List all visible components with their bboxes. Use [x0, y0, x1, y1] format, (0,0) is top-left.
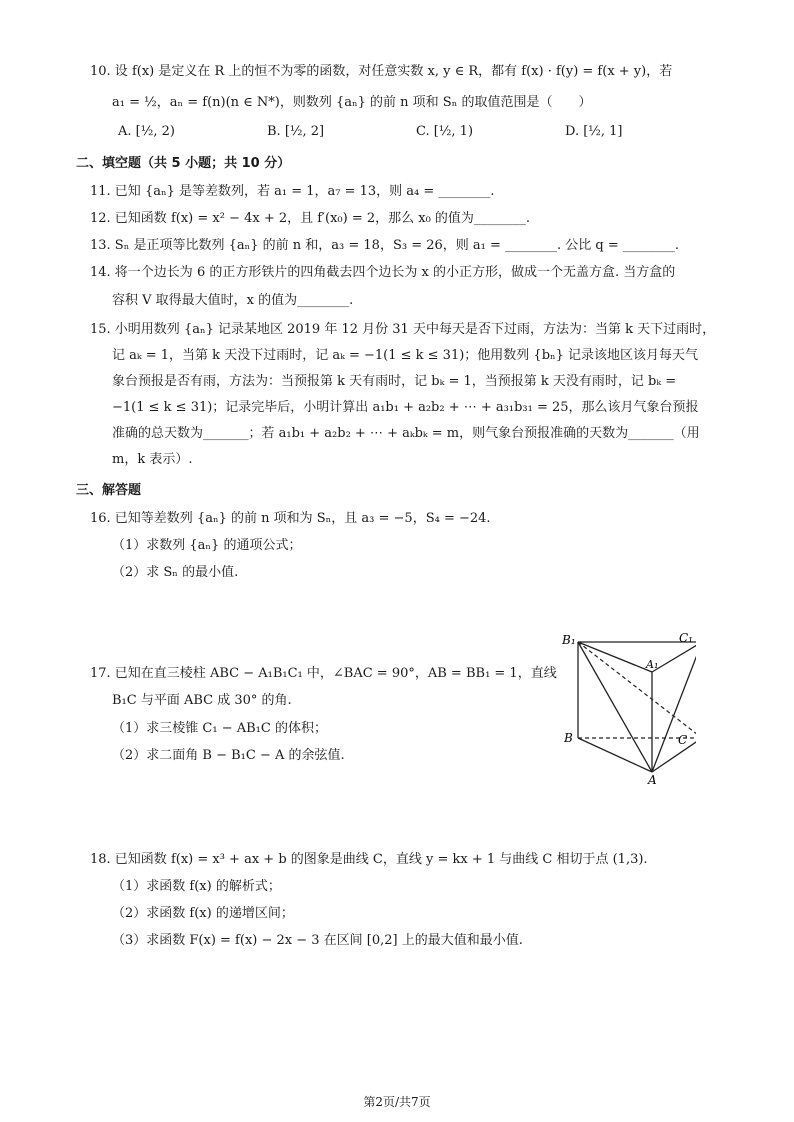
- label-a: A: [648, 773, 657, 786]
- q10-line2: a₁ = ½，aₙ = f(n)(n ∈ N*)，则数列 {aₙ} 的前 n 项和 Sₙ 的取值范围是（ ）: [112, 95, 592, 110]
- q18-part2: （2）求函数 f(x) 的递增区间；: [112, 906, 294, 921]
- segment-b1a: [578, 642, 652, 772]
- q16-stem: 16. 已知等差数列 {aₙ} 的前 n 项和为 Sₙ，且 a₃ = −5，S₄ = −24.: [90, 511, 491, 526]
- q10-option-c: C. [½, 1): [416, 124, 474, 139]
- q10-option-b: B. [½, 2]: [267, 124, 325, 139]
- q16-part2: （2）求 Sₙ 的最小值.: [112, 565, 239, 580]
- q12: 12. 已知函数 f(x) = x² − 4x + 2，且 f′(x₀) = 2，那么 x₀ 的值为________.: [90, 211, 531, 226]
- edge-ba: [578, 738, 652, 772]
- q14-line2: 容积 V 取得最大值时，x 的值为________.: [112, 293, 354, 308]
- edge-b1a1: [578, 642, 652, 672]
- q15-line3: 象台预报是否有雨，方法为：当预报第 k 天有雨时，记 bₖ = 1，当预报第 k 天没有雨时，记 bₖ =: [112, 374, 677, 389]
- q15-line2: 记 aₖ = 1，当第 k 天没下过雨时，记 aₖ = −1(1 ≤ k ≤ 31)；他用数列 {bₙ} 记录该地区该月每天气: [112, 348, 699, 363]
- q10-option-d: D. [½, 1]: [565, 124, 623, 139]
- label-c1: C₁: [679, 631, 693, 645]
- q17-line2: B₁C 与平面 ABC 成 30° 的角.: [112, 693, 292, 708]
- label-a1: A₁: [646, 658, 659, 671]
- q14-line1: 14. 将一个边长为 6 的正方形铁片的四角截去四个边长为 x 的小正方形，做成一个无盖方盒. 当方盒的: [90, 265, 676, 280]
- q15-line4: −1(1 ≤ k ≤ 31)；记录完毕后，小明计算出 a₁b₁ + a₂b₂ + ⋯ + a₃₁b₃₁ = 25，那么该月气象台预报: [112, 400, 699, 415]
- section-fill-in-heading: 二、填空题（共 5 小题；共 10 分）: [76, 156, 291, 171]
- edge-a1c1: [652, 642, 696, 672]
- q15-line1: 15. 小明用数列 {aₙ} 记录某地区 2019 年 12 月份 31 天中每天是否下过雨，方法为：当第 k 天下过雨时，: [90, 322, 716, 337]
- page-footer: 第2页/共7页: [363, 1095, 431, 1109]
- q18-part3: （3）求函数 F(x) = f(x) − 2x − 3 在区间 [0,2] 上的最大值和最小值.: [112, 933, 523, 948]
- segment-c1a: [652, 642, 696, 772]
- label-b1: B₁: [562, 633, 576, 647]
- q11: 11. 已知 {aₙ} 是等差数列，若 a₁ = 1，a₇ = 13，则 a₄ = ________.: [90, 184, 495, 199]
- section-answer-heading: 三、解答题: [76, 483, 142, 498]
- q10-option-a: A. [½, 2): [118, 124, 175, 139]
- label-b: B: [564, 731, 573, 745]
- q15-line5: 准确的总天数为_______；若 a₁b₁ + a₂b₂ + ⋯ + aₖbₖ = m，则气象台预报准确的天数为_______（用: [112, 426, 700, 441]
- prism-figure: [556, 630, 696, 786]
- q18-stem: 18. 已知函数 f(x) = x³ + ax + b 的图象是曲线 C，直线 y = kx + 1 与曲线 C 相切于点 (1,3).: [90, 852, 648, 867]
- q16-part1: （1）求数列 {aₙ} 的通项公式；: [112, 538, 302, 553]
- q13: 13. Sₙ 是正项等比数列 {aₙ} 的前 n 和，a₃ = 18，S₃ = 26，则 a₁ = ________. 公比 q = ________.: [90, 238, 680, 253]
- label-c: C: [678, 733, 688, 747]
- q10-line1: 10. 设 f(x) 是定义在 R 上的恒不为零的函数，对任意实数 x, y ∈ R，都有 f(x) · f(y) = f(x + y)，若: [90, 64, 673, 79]
- q18-part1: （1）求函数 f(x) 的解析式；: [112, 879, 281, 894]
- q17-line1: 17. 已知在直三棱柱 ABC − A₁B₁C₁ 中，∠BAC = 90°，AB = BB₁ = 1，直线: [90, 666, 557, 681]
- q15-line6: m，k 表示）.: [112, 452, 193, 467]
- q17-part2: （2）求二面角 B − B₁C − A 的余弦值.: [112, 748, 345, 763]
- q17-part1: （1）求三棱锥 C₁ − AB₁C 的体积；: [112, 721, 327, 736]
